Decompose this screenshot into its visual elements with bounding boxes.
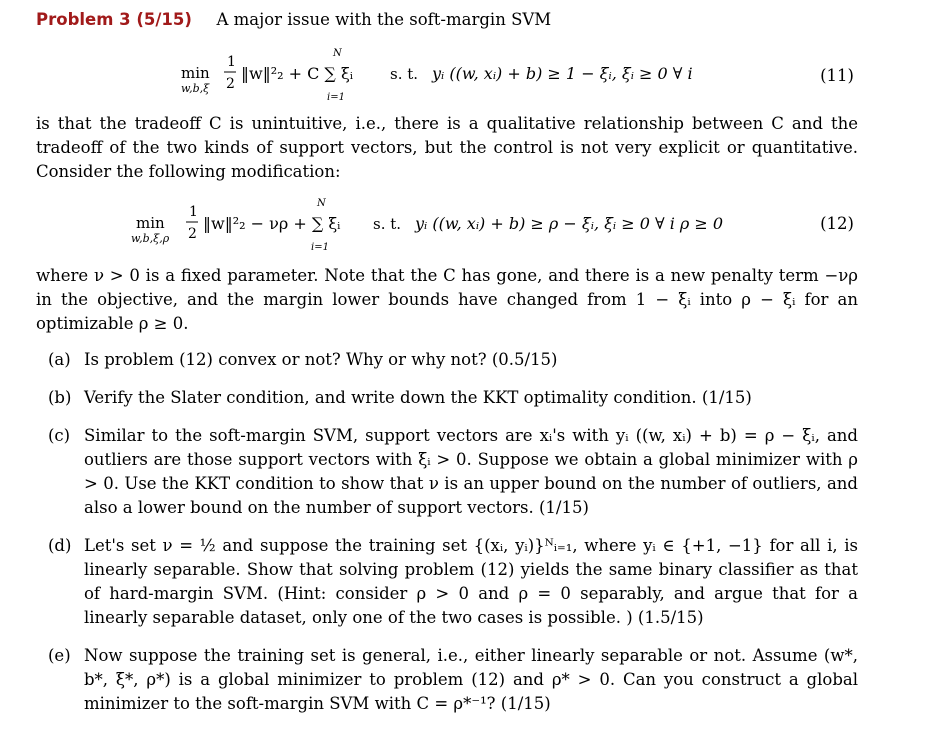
subpart-text: Is problem (12) convex or not? Why or why not? (0.5/15)	[84, 350, 558, 369]
eq11-st: s. t.	[390, 65, 419, 83]
subpart-e	[36, 644, 858, 716]
subpart-c	[36, 424, 858, 520]
paragraph-1: is that the tradeoff C is unintuitive, i.e., there is a qualitative relationship between C and the tradeoff of the two kinds of support vectors, but the control is not very explicit or quantitative. Consider the following modification:	[36, 114, 858, 181]
equation-12	[0, 192, 932, 254]
subpart-label: (d)	[48, 536, 72, 555]
eq11-objective: ‖w‖²₂ + C ∑ ξᵢ	[241, 64, 353, 83]
subpart-label: (c)	[48, 426, 71, 445]
subpart-text: Similar to the soft-margin SVM, support vectors are xᵢ's with yᵢ ((w, xᵢ) + b) = ρ − ξᵢ, and outliers are those support vectors with ξᵢ > 0. Suppose we obtain a global minimizer with ρ > 0. Use the KKT condition to show that ν is an upper bound on the number of outliers, and also a lower bound on the number of support vectors. (1/15)	[84, 426, 858, 517]
eq11-constraint: yᵢ ((w, xᵢ) + b) ≥ 1 − ξᵢ, ξᵢ ≥ 0 ∀ i	[432, 64, 693, 83]
eq12-st: s. t.	[373, 215, 402, 233]
subpart-a	[36, 348, 858, 372]
eq11-half-den: 2	[226, 76, 235, 92]
eq12-constraint: yᵢ ((w, xᵢ) + b) ≥ ρ − ξᵢ, ξᵢ ≥ 0 ∀ i ρ ≥ 0	[415, 214, 724, 233]
eq12-half-num: 1	[189, 204, 198, 220]
subpart-label: (b)	[48, 388, 72, 407]
eq11-half-num: 1	[227, 54, 236, 70]
equation-11	[0, 42, 932, 104]
problem-heading: Problem 3 (5/15)	[36, 10, 192, 29]
subpart-text: Let's set ν = ½ and suppose the training set {(xᵢ, yᵢ)}ᴺᵢ₌₁, where yᵢ ∈ {+1, −1} for all i, is linearly separable. Show that solving problem (12) yields the same binary classifier as that of hard-margin SVM. (Hint: consider ρ > 0 and ρ = 0 separably, and argue that for a linearly separable dataset, only one of the two cases is possible. ) (1.5/15)	[84, 536, 858, 627]
problem-header	[36, 8, 551, 32]
equation-11-graphic	[0, 42, 932, 104]
eq11-number: (11)	[820, 66, 854, 85]
equation-12-graphic	[0, 192, 932, 254]
subpart-b	[36, 386, 858, 410]
subpart-text: Verify the Slater condition, and write down the KKT optimality condition. (1/15)	[84, 388, 752, 407]
eq11-min: min	[181, 64, 210, 82]
eq12-min: min	[136, 214, 165, 232]
subparts-list	[36, 348, 858, 730]
eq11-sum-upper: N	[333, 48, 342, 59]
subpart-d	[36, 534, 858, 630]
subpart-label: (a)	[48, 350, 71, 369]
paragraph-2: where ν > 0 is a fixed parameter. Note that the C has gone, and there is a new penalty term −νρ in the objective, and the margin lower bounds have changed from 1 − ξᵢ into ρ − ξᵢ for an optimizable ρ ≥ 0.	[36, 266, 858, 333]
subpart-text: Now suppose the training set is general, i.e., either linearly separable or not. Assume (w*, b*, ξ*, ρ*) is a global minimizer to problem (12) and ρ* > 0. Can you construct a global minimizer to the soft-margin SVM with C = ρ*⁻¹? (1/15)	[84, 646, 858, 713]
subpart-label: (e)	[48, 646, 71, 665]
eq12-number: (12)	[820, 214, 854, 233]
eq12-sum-upper: N	[317, 198, 326, 209]
eq12-objective: ‖w‖²₂ − νρ + ∑ ξᵢ	[203, 214, 341, 233]
eq12-sum-lower: i=1	[311, 242, 329, 253]
eq11-min-vars: w,b,ξ	[181, 82, 210, 95]
problem-intro: A major issue with the soft-margin SVM	[216, 10, 552, 29]
eq12-min-vars: w,b,ξ,ρ	[131, 232, 170, 245]
eq11-sum-lower: i=1	[327, 92, 345, 103]
eq12-half-den: 2	[188, 226, 197, 242]
